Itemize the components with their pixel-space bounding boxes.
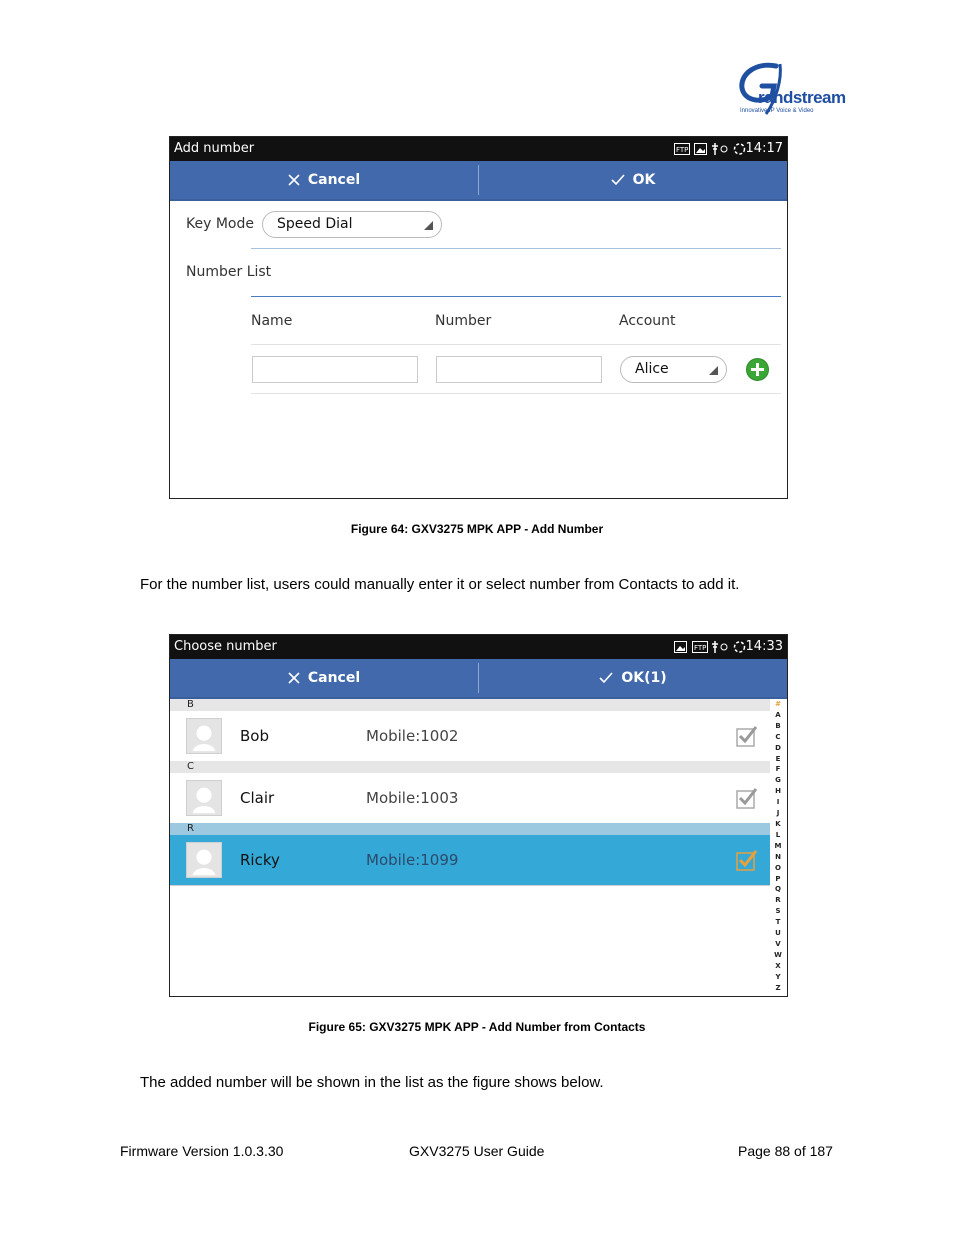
index-letter[interactable]: R	[775, 896, 781, 905]
contact-row-ricky[interactable]	[170, 835, 770, 885]
index-letter[interactable]: D	[775, 743, 781, 752]
contact-number: Mobile:1003	[366, 789, 459, 807]
index-letter[interactable]: O	[775, 863, 781, 872]
key-mode-select[interactable]	[262, 211, 442, 238]
contact-row-clair[interactable]	[170, 773, 770, 823]
contact-name: Clair	[240, 789, 275, 807]
figure-65-caption: Figure 65: GXV3275 MPK APP - Add Number from Contacts	[308, 1020, 646, 1034]
checkbox-checked-icon[interactable]	[736, 849, 758, 871]
index-letter[interactable]: K	[775, 819, 781, 828]
close-icon	[288, 672, 300, 684]
cancel-label: Cancel	[307, 670, 361, 686]
section-header-r: R	[170, 823, 770, 835]
ftp-icon	[692, 641, 708, 653]
logo-wordmark: randstream	[758, 88, 846, 107]
index-letter[interactable]: H	[775, 787, 781, 796]
name-input[interactable]	[252, 356, 418, 383]
figure-64-caption: Figure 64: GXV3275 MPK APP - Add Number	[350, 522, 604, 536]
index-letter[interactable]: N	[775, 852, 781, 861]
cancel-button[interactable]	[170, 161, 478, 199]
paragraph-number-list: For the number list, users could manually enter it or select number from Contacts to add it.	[140, 576, 740, 593]
column-account-header: Account	[619, 313, 676, 329]
index-letter[interactable]: I	[776, 798, 780, 807]
divider	[251, 248, 781, 249]
row-divider	[251, 393, 781, 394]
index-letter[interactable]: M	[774, 841, 782, 850]
index-letter[interactable]: S	[775, 907, 781, 916]
number-list-label: Number List	[186, 264, 272, 280]
index-letter[interactable]: P	[775, 874, 781, 883]
index-letter[interactable]: #	[775, 700, 781, 708]
svg-text:FTP: FTP	[676, 146, 689, 154]
alphabet-index[interactable]	[771, 699, 785, 993]
logo-tagline: Innovative IP Voice & Video	[740, 108, 814, 114]
account-select[interactable]	[620, 356, 727, 383]
sync-icon	[733, 641, 746, 653]
add-number-screenshot	[169, 136, 788, 499]
checkbox-icon[interactable]	[736, 725, 758, 747]
dropdown-arrow-icon	[424, 221, 433, 230]
status-bar	[170, 635, 787, 659]
index-letter[interactable]: U	[775, 929, 781, 938]
status-title: Add number	[174, 141, 255, 156]
number-input[interactable]	[436, 356, 602, 383]
index-letter[interactable]: Q	[775, 885, 781, 894]
contact-number: Mobile:1099	[366, 851, 459, 869]
key-mode-value: Speed Dial	[277, 216, 353, 232]
contact-row-bob[interactable]	[170, 711, 770, 761]
index-letter[interactable]: G	[775, 776, 781, 785]
number-list-divider	[251, 296, 781, 297]
index-letter[interactable]: E	[775, 754, 781, 763]
dropdown-arrow-icon	[709, 366, 718, 375]
contact-number: Mobile:1002	[366, 727, 459, 745]
cancel-label: Cancel	[307, 172, 361, 188]
footer-guide-title: GXV3275 User Guide	[409, 1143, 545, 1159]
contact-name: Bob	[240, 727, 269, 745]
index-letter[interactable]: W	[774, 950, 782, 959]
list-end-divider	[170, 885, 770, 886]
usb-icon	[711, 143, 729, 155]
svg-text:FTP: FTP	[694, 644, 707, 652]
section-header-b: B	[170, 699, 770, 711]
usb-icon	[711, 641, 729, 653]
index-letter[interactable]: Y	[775, 972, 781, 981]
index-letter[interactable]: B	[775, 721, 781, 730]
index-letter[interactable]: A	[775, 710, 781, 719]
paragraph-added-number: The added number will be shown in the list as the figure shows below.	[140, 1074, 604, 1091]
status-title: Choose number	[174, 639, 277, 654]
ok-button[interactable]	[479, 659, 787, 697]
status-time: 14:17	[745, 141, 783, 156]
index-letter[interactable]: X	[775, 961, 781, 970]
avatar-icon	[186, 842, 222, 878]
close-icon	[288, 174, 300, 186]
choose-number-screenshot	[169, 634, 788, 997]
sync-icon	[733, 143, 746, 155]
action-bar	[170, 161, 787, 201]
avatar-icon	[186, 780, 222, 816]
key-mode-label: Key Mode	[186, 216, 254, 232]
index-letter[interactable]: T	[775, 918, 781, 927]
status-bar	[170, 137, 787, 161]
index-letter[interactable]: V	[775, 939, 781, 948]
column-name-header: Name	[251, 313, 293, 329]
avatar-icon	[186, 718, 222, 754]
contact-name: Ricky	[240, 851, 280, 869]
image-icon	[694, 143, 707, 155]
ok-label: OK(1)	[621, 670, 667, 686]
account-value: Alice	[635, 361, 669, 377]
add-icon[interactable]	[745, 357, 770, 382]
checkbox-icon[interactable]	[736, 787, 758, 809]
index-letter[interactable]: L	[775, 830, 781, 839]
ok-label: OK	[632, 172, 656, 188]
footer-page-number: Page 88 of 187	[738, 1143, 833, 1159]
footer-firmware: Firmware Version 1.0.3.30	[120, 1143, 284, 1159]
ftp-icon	[674, 143, 690, 155]
image-icon	[674, 641, 687, 653]
check-icon	[599, 672, 613, 684]
action-bar	[170, 659, 787, 699]
index-letter[interactable]: C	[775, 732, 781, 741]
ok-button[interactable]	[479, 161, 787, 199]
column-number-header: Number	[435, 313, 492, 329]
section-header-c: C	[170, 761, 770, 773]
index-letter[interactable]: F	[775, 765, 781, 774]
cancel-button[interactable]	[170, 659, 478, 697]
status-time: 14:33	[745, 639, 783, 654]
index-letter[interactable]: Z	[775, 983, 781, 992]
header-divider	[251, 344, 781, 345]
check-icon	[611, 174, 625, 186]
index-letter[interactable]: J	[776, 809, 780, 818]
